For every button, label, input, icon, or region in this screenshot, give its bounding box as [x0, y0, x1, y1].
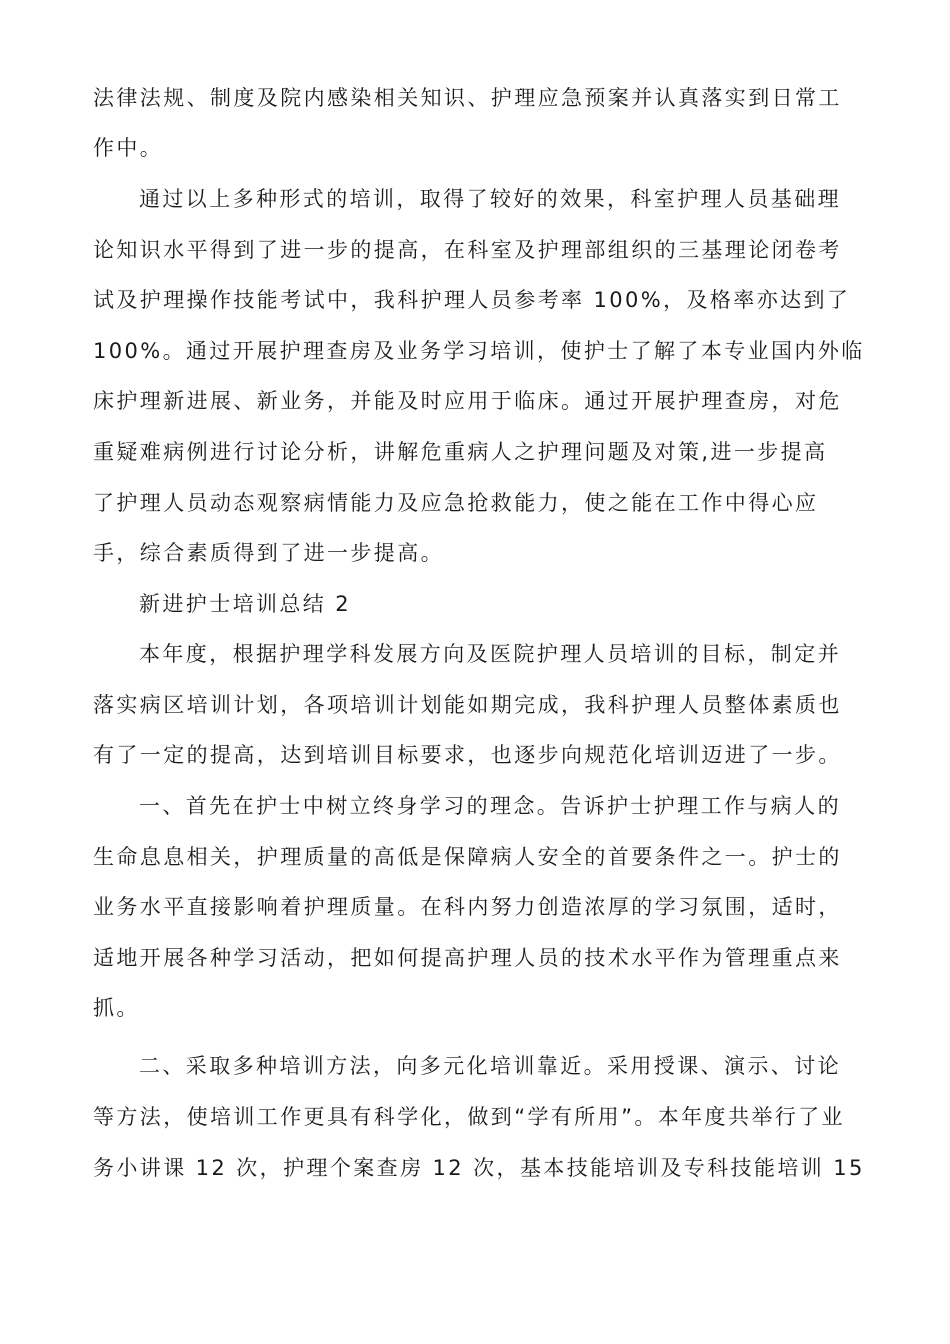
- paragraph-line: 抓。: [93, 996, 140, 1020]
- paragraph-line: 100%。通过开展护理查房及业务学习培训，使护士了解了本专业国内外临: [93, 339, 865, 363]
- paragraph-line: 作中。: [93, 136, 164, 160]
- paragraph-line: 试及护理操作技能考试中，我科护理人员参考率 100%，及格率亦达到了: [93, 288, 851, 312]
- paragraph-line: 业务水平直接影响着护理质量。在科内努力创造浓厚的学习氛围，适时，: [93, 895, 842, 919]
- paragraph-line: 重疑难病例进行讨论分析，讲解危重病人之护理问题及对策,进一步提高: [93, 440, 828, 464]
- paragraph-first-line: 一、首先在护士中树立终身学习的理念。告诉护士护理工作与病人的: [139, 794, 841, 818]
- paragraph-line: 务小讲课 12 次，护理个案查房 12 次，基本技能培训及专科技能培训 15: [93, 1156, 865, 1180]
- paragraph-first-line: 本年度，根据护理学科发展方向及医院护理人员培训的目标，制定并: [139, 642, 841, 666]
- paragraph-line: 等方法，使培训工作更具有科学化，做到“学有所用”。本年度共举行了业: [93, 1105, 845, 1129]
- paragraph-line: 有了一定的提高，达到培训目标要求，也逐步向规范化培训迈进了一步。: [93, 743, 842, 767]
- section-heading: 新进护士培训总结 2: [139, 592, 352, 616]
- paragraph-first-line: 二、采取多种培训方法，向多元化培训靠近。采用授课、演示、讨论: [139, 1054, 841, 1078]
- paragraph-line: 法律法规、制度及院内感染相关知识、护理应急预案并认真落实到日常工: [93, 86, 842, 110]
- paragraph-line: 了护理人员动态观察病情能力及应急抢救能力，使之能在工作中得心应: [93, 491, 819, 515]
- paragraph-first-line: 通过以上多种形式的培训，取得了较好的效果，科室护理人员基础理: [139, 187, 841, 211]
- paragraph-line: 落实病区培训计划，各项培训计划能如期完成，我科护理人员整体素质也: [93, 693, 842, 717]
- paragraph-line: 手，综合素质得到了进一步提高。: [93, 541, 444, 565]
- paragraph-line: 论知识水平得到了进一步的提高，在科室及护理部组织的三基理论闭卷考: [93, 238, 842, 262]
- paragraph-line: 适地开展各种学习活动，把如何提高护理人员的技术水平作为管理重点来: [93, 946, 842, 970]
- paragraph-line: 床护理新进展、新业务，并能及时应用于临床。通过开展护理查房，对危: [93, 389, 842, 413]
- paragraph-line: 生命息息相关，护理质量的高低是保障病人安全的首要条件之一。护士的: [93, 845, 842, 869]
